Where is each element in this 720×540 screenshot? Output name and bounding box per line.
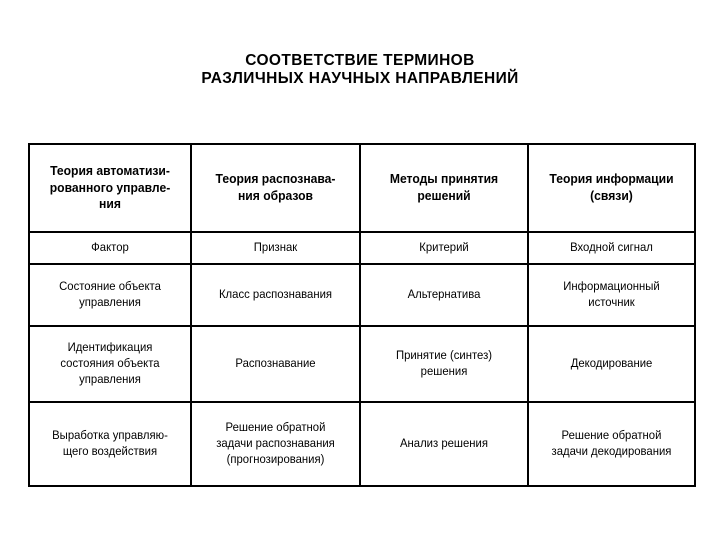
cell-line: щего воздействия [62,444,158,458]
cell-line: состояния объекта [60,356,160,371]
cell-line: Критерий [419,240,469,255]
table-cell [535,264,689,326]
column-header-pattern-recognition-theory [198,144,353,232]
column-header-line: рованного управле- [49,179,171,195]
table-cell [35,326,184,402]
column-header-line: Методы принятия [389,171,499,187]
page-title-line-1: СООТВЕТСТВИЕ ТЕРМИНОВ [245,52,475,69]
cell-line: Идентификация [67,340,153,355]
terminology-correspondence-table [28,143,696,487]
column-header-line: (связи) [590,188,633,203]
cell-line: Выработка управляю- [52,428,168,443]
table-cell [198,402,353,486]
table-cell [367,326,522,402]
column-header-line: решений [417,188,471,203]
cell-line: Фактор [91,240,129,255]
cell-line: Принятие (синтез) [395,348,493,363]
cell-line: Входной сигнал [570,240,653,255]
cell-line: управления [79,295,141,309]
cell-line: Декодирование [570,356,653,371]
table-header [29,144,695,232]
table-cell [198,232,353,264]
cell-line: Анализ решения [399,436,488,451]
page-title-line-2: РАЗЛИЧНЫХ НАУЧНЫХ НАПРАВЛЕНИЙ [201,70,519,88]
table-cell [198,326,353,402]
cell-line: задачи распознавания [216,436,335,451]
cell-line: (прогнозирования) [226,451,325,466]
column-header-line: ния [99,196,121,212]
table-cell [35,402,184,486]
column-header-line: Теория автоматизи- [50,162,170,178]
cell-line: Признак [253,240,298,255]
cell-line: Альтернатива [407,287,481,302]
table-cell [535,326,689,402]
cell-line: Решение обратной [225,420,326,435]
table-cell [535,232,689,264]
table-cell [367,402,522,486]
column-header-line: Теория информации [549,171,674,187]
table-cell [35,232,184,264]
column-header-line: Теория распознава- [215,171,336,187]
column-header-line: ния образов [237,188,314,203]
cell-line: Класс распознавания [218,287,333,302]
page-title [0,52,720,89]
cell-line: управления [79,371,141,386]
table-cell [367,232,522,264]
cell-line: решения [420,364,468,378]
table-header-row [29,144,695,232]
column-header-decision-making-methods [367,144,522,232]
cell-line: источник [588,295,635,309]
table-row [29,264,695,326]
table-row [29,402,695,486]
column-header-information-theory [535,144,689,232]
table-cell [367,264,522,326]
table-cell [35,264,184,326]
cell-line: Информационный [563,279,660,294]
cell-line: Состояние объекта [59,279,161,294]
cell-line: Распознавание [235,356,316,371]
table-cell [198,264,353,326]
table-body [29,232,695,486]
table-row [29,232,695,264]
cell-line: Решение обратной [561,428,662,443]
table-row [29,326,695,402]
column-header-automated-control-theory [35,144,184,232]
cell-line: задачи декодирования [551,444,672,458]
table-cell [535,402,689,486]
